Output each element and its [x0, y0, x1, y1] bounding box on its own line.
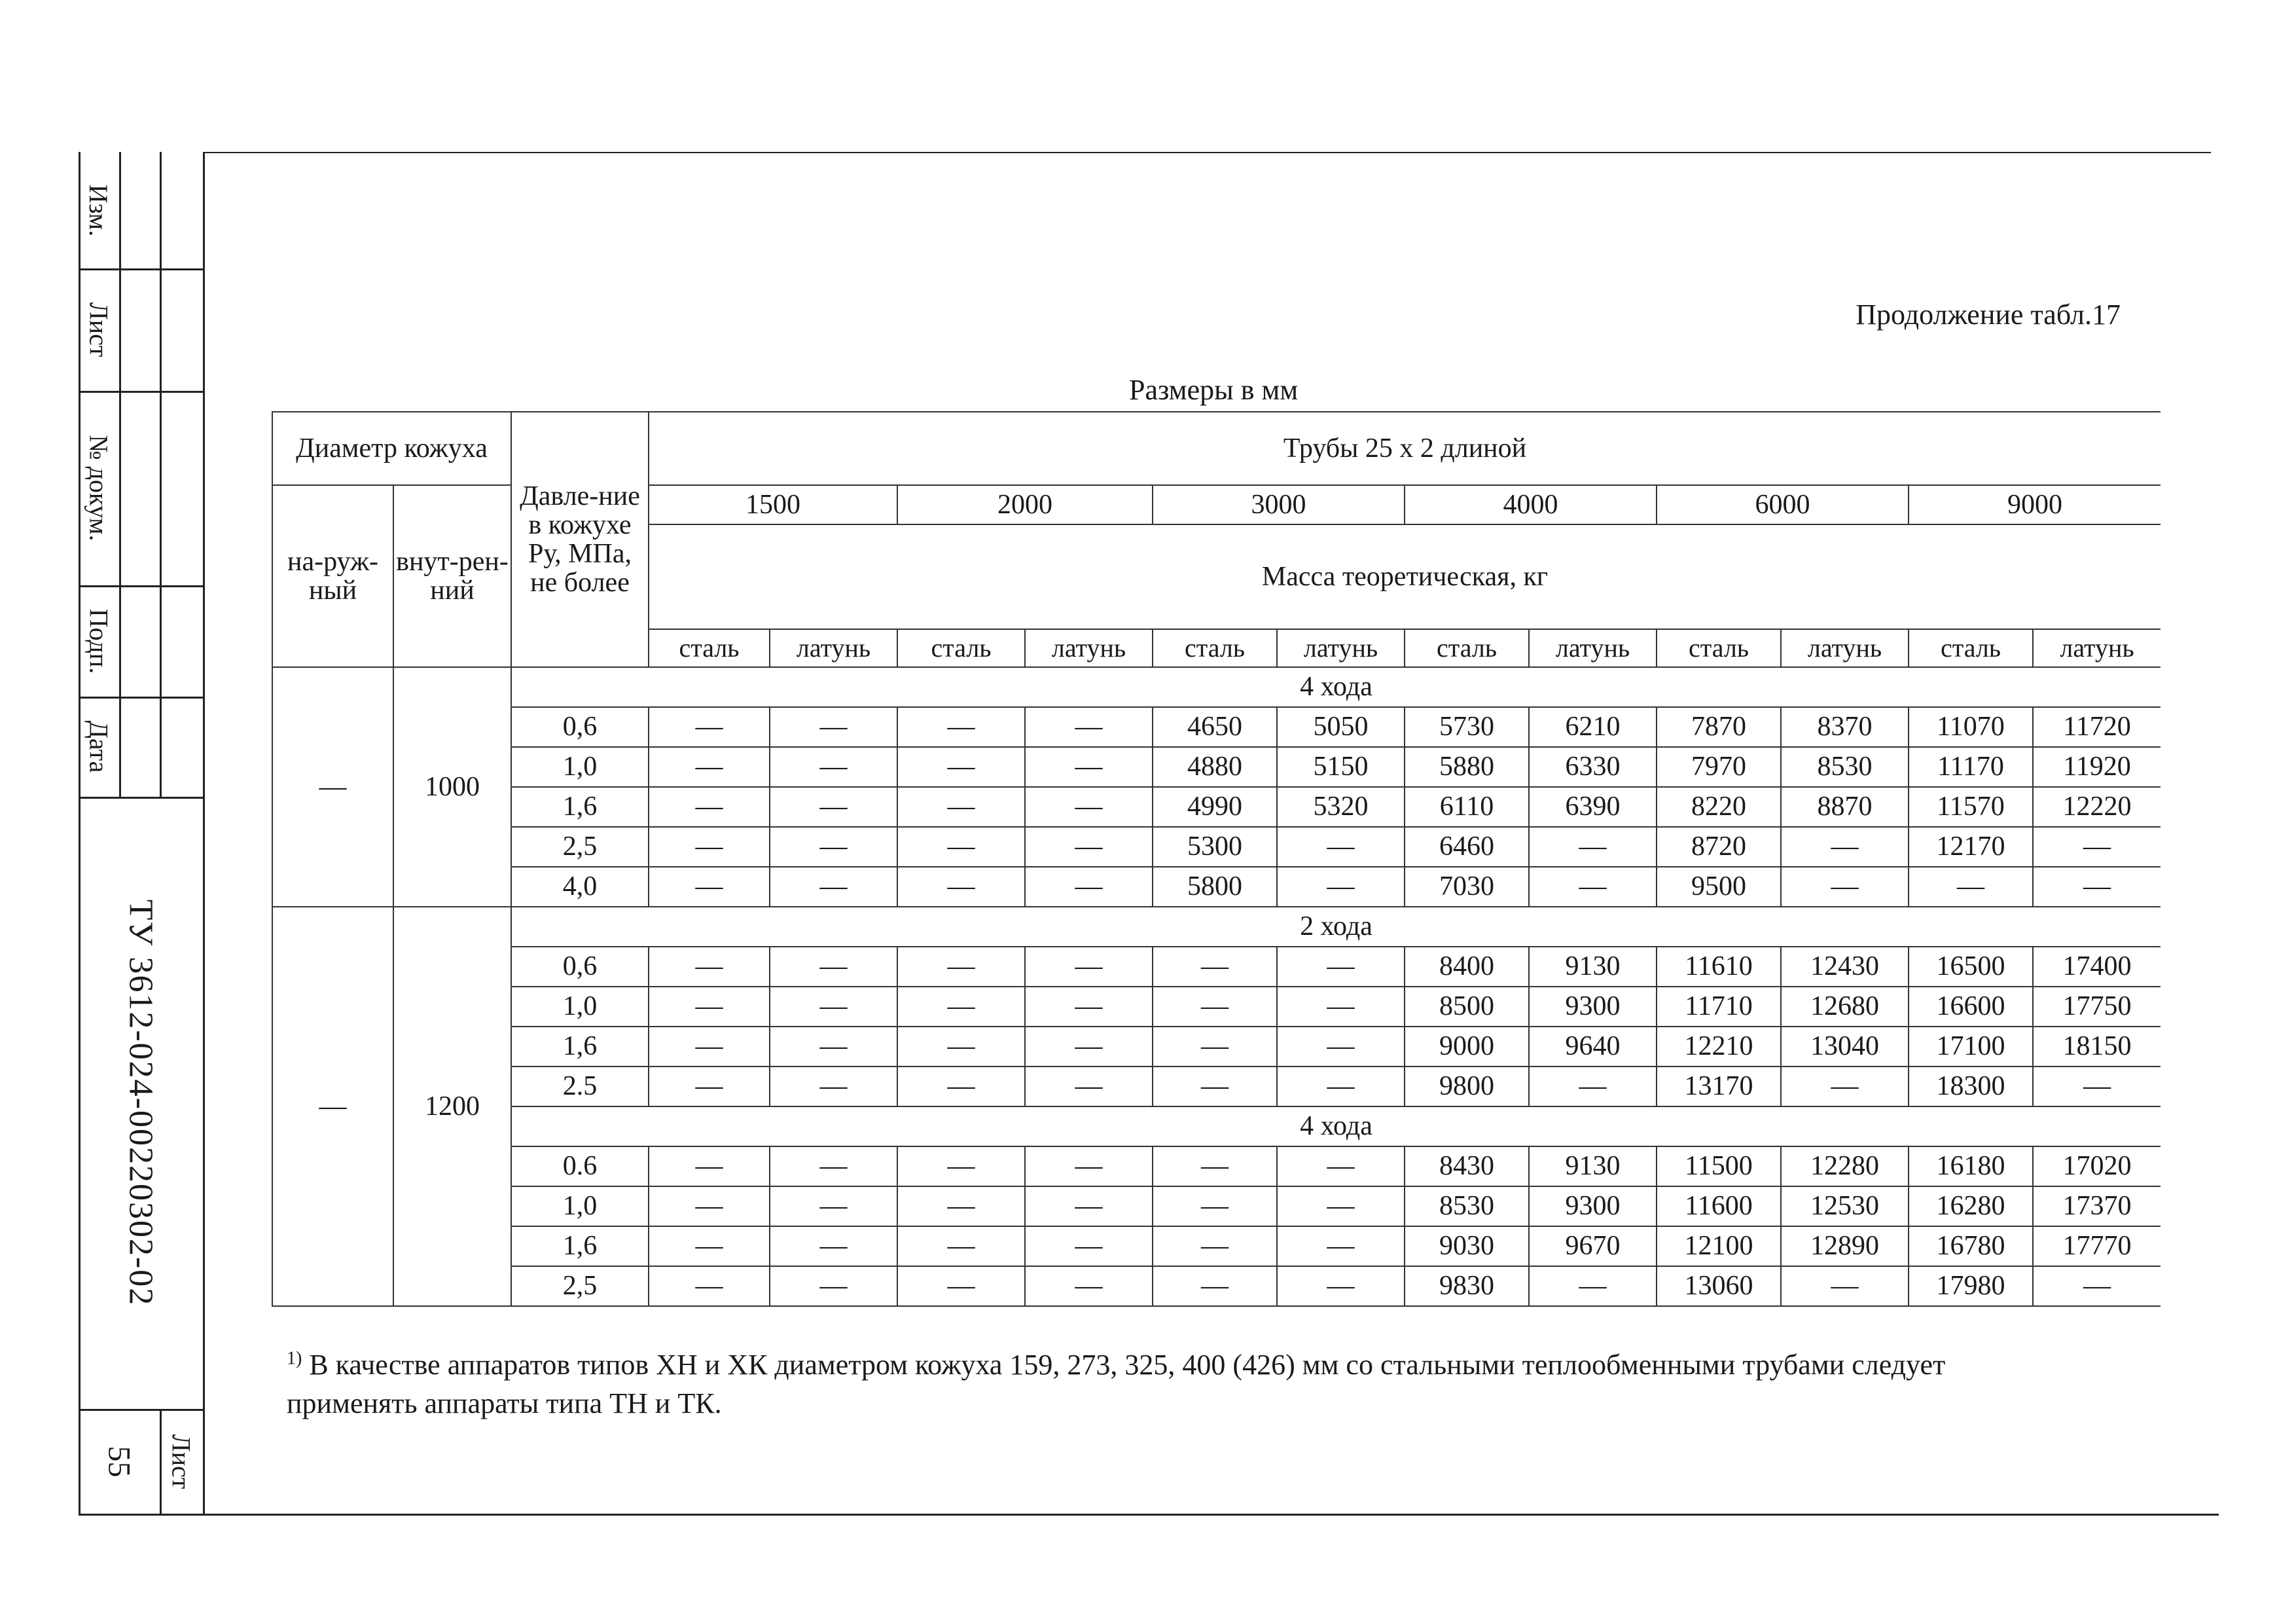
- mass-value-cell: 16500: [1909, 947, 2033, 987]
- outer-diameter-cell: —: [272, 667, 393, 907]
- mass-value-cell: —: [1529, 827, 1657, 867]
- stamp-doc-no-label: № докум.: [84, 435, 114, 541]
- mass-value-cell: 11570: [1909, 787, 2033, 827]
- table-row: [272, 947, 2161, 987]
- mass-value-cell: —: [1277, 1067, 1405, 1106]
- mass-value-cell: 12170: [1909, 827, 2033, 867]
- mass-value-cell: 6210: [1529, 707, 1657, 747]
- pressure-cell: 2,5: [511, 1266, 649, 1306]
- passes-label: 4 хода: [511, 1106, 2161, 1146]
- mass-value-cell: —: [2033, 867, 2161, 907]
- mass-value-cell: 5730: [1405, 707, 1529, 747]
- frame-left-line: [203, 152, 205, 1514]
- mass-value-cell: 9500: [1657, 867, 1781, 907]
- footnote-text: В качестве аппаратов типов ХН и ХК диаметром кожуха 159, 273, 325, 400 (426) мм со стальными теплообменными трубами следует применять аппараты типа ТН и ТК.: [287, 1349, 1946, 1420]
- sheet-number: 55: [101, 1446, 137, 1477]
- header-length-1500: 1500: [649, 485, 897, 524]
- mass-value-cell: —: [770, 1186, 897, 1226]
- mass-value-cell: 13060: [1657, 1266, 1781, 1306]
- header-inner-diameter: внут-рен-ний: [393, 485, 511, 667]
- header-material: сталь: [1657, 629, 1781, 667]
- mass-value-cell: 13040: [1781, 1027, 1909, 1067]
- table-row: [272, 867, 2161, 907]
- table-row: [272, 827, 2161, 867]
- mass-value-cell: 8870: [1781, 787, 1909, 827]
- header-material: латунь: [1529, 629, 1657, 667]
- mass-value-cell: 17980: [1909, 1266, 2033, 1306]
- mass-value-cell: —: [770, 1027, 897, 1067]
- pressure-cell: 1,6: [511, 1027, 649, 1067]
- stamp-sign-label: Подп.: [84, 608, 114, 674]
- stamp-date-label: Дата: [84, 720, 114, 773]
- mass-value-cell: —: [1277, 1186, 1405, 1226]
- mass-value-cell: —: [1025, 827, 1153, 867]
- mass-value-cell: 4990: [1153, 787, 1277, 827]
- mass-value-cell: 11920: [2033, 747, 2161, 787]
- mass-value-cell: —: [897, 787, 1025, 827]
- mass-value-cell: 17750: [2033, 987, 2161, 1027]
- mass-value-cell: —: [1153, 1226, 1277, 1266]
- document-designation: ТУ 3612-024-00220302-02: [122, 899, 160, 1307]
- mass-value-cell: —: [897, 1027, 1025, 1067]
- mass-value-cell: 7870: [1657, 707, 1781, 747]
- header-length-9000: 9000: [1909, 485, 2161, 524]
- mass-value-cell: 9030: [1405, 1226, 1529, 1266]
- frame-top-line: [203, 152, 2211, 153]
- mass-value-cell: 12530: [1781, 1186, 1909, 1226]
- header-material: латунь: [1781, 629, 1909, 667]
- stamp-doc-no: [79, 391, 119, 585]
- mass-value-cell: —: [1153, 1027, 1277, 1067]
- mass-value-cell: 12220: [2033, 787, 2161, 827]
- mass-value-cell: 12680: [1781, 987, 1909, 1027]
- mass-value-cell: 6330: [1529, 747, 1657, 787]
- mass-value-cell: 16280: [1909, 1186, 2033, 1226]
- mass-value-cell: 11500: [1657, 1146, 1781, 1186]
- mass-value-cell: 8530: [1405, 1186, 1529, 1226]
- mass-table: [272, 411, 2161, 1307]
- mass-value-cell: —: [1277, 827, 1405, 867]
- mass-value-cell: 5050: [1277, 707, 1405, 747]
- sheet-label: Лист: [166, 1434, 196, 1489]
- mass-value-cell: —: [2033, 827, 2161, 867]
- table-row: [272, 1186, 2161, 1226]
- pressure-cell: 1,0: [511, 987, 649, 1027]
- passes-label: 4 хода: [511, 667, 2161, 707]
- mass-value-cell: —: [897, 1266, 1025, 1306]
- mass-value-cell: —: [1153, 1146, 1277, 1186]
- stamp-izm: [79, 152, 119, 268]
- header-tubes: Трубы 25 х 2 длиной: [649, 412, 2161, 485]
- pressure-cell: 1,0: [511, 747, 649, 787]
- header-material: сталь: [649, 629, 770, 667]
- mass-value-cell: —: [1277, 947, 1405, 987]
- inner-diameter-cell: 1000: [393, 667, 511, 907]
- mass-value-cell: 9670: [1529, 1226, 1657, 1266]
- mass-value-cell: 7970: [1657, 747, 1781, 787]
- mass-value-cell: —: [1025, 1027, 1153, 1067]
- pressure-cell: 1,6: [511, 1226, 649, 1266]
- mass-value-cell: —: [1025, 787, 1153, 827]
- pressure-cell: 0,6: [511, 707, 649, 747]
- mass-value-cell: 17770: [2033, 1226, 2161, 1266]
- mass-value-cell: —: [649, 1067, 770, 1106]
- mass-value-cell: —: [770, 1226, 897, 1266]
- mass-value-cell: 9830: [1405, 1266, 1529, 1306]
- mass-value-cell: —: [649, 827, 770, 867]
- header-shell-diameter: Диаметр кожуха: [272, 412, 511, 485]
- mass-value-cell: 9130: [1529, 1146, 1657, 1186]
- table-row: [272, 787, 2161, 827]
- footnote: [287, 1345, 2054, 1423]
- mass-value-cell: —: [1025, 867, 1153, 907]
- mass-value-cell: —: [1529, 1266, 1657, 1306]
- mass-value-cell: 11710: [1657, 987, 1781, 1027]
- mass-value-cell: —: [1025, 1186, 1153, 1226]
- mass-value-cell: 18150: [2033, 1027, 2161, 1067]
- pressure-cell: 2.5: [511, 1067, 649, 1106]
- table-row: [272, 707, 2161, 747]
- mass-value-cell: —: [770, 947, 897, 987]
- mass-value-cell: —: [1781, 1067, 1909, 1106]
- mass-value-cell: 17400: [2033, 947, 2161, 987]
- mass-value-cell: —: [1153, 1266, 1277, 1306]
- mass-value-cell: —: [1025, 947, 1153, 987]
- mass-value-cell: —: [1277, 987, 1405, 1027]
- mass-value-cell: 8220: [1657, 787, 1781, 827]
- header-material: сталь: [897, 629, 1025, 667]
- frame-bottom-line: [79, 1514, 2219, 1516]
- mass-value-cell: 6110: [1405, 787, 1529, 827]
- mass-value-cell: 9130: [1529, 947, 1657, 987]
- mass-value-cell: 16180: [1909, 1146, 2033, 1186]
- mass-value-cell: 11720: [2033, 707, 2161, 747]
- mass-value-cell: —: [649, 947, 770, 987]
- table-row: [272, 1067, 2161, 1106]
- mass-value-cell: —: [2033, 1067, 2161, 1106]
- pressure-cell: 0.6: [511, 1146, 649, 1186]
- header-material: латунь: [770, 629, 897, 667]
- mass-value-cell: —: [1025, 1146, 1153, 1186]
- mass-value-cell: —: [897, 827, 1025, 867]
- mass-value-cell: 12890: [1781, 1226, 1909, 1266]
- mass-value-cell: 8530: [1781, 747, 1909, 787]
- mass-value-cell: —: [1025, 987, 1153, 1027]
- mass-value-cell: 6390: [1529, 787, 1657, 827]
- pressure-cell: 1,0: [511, 1186, 649, 1226]
- outer-diameter-cell: —: [272, 907, 393, 1306]
- header-material: латунь: [1025, 629, 1153, 667]
- mass-value-cell: —: [897, 1146, 1025, 1186]
- pressure-cell: 1,6: [511, 787, 649, 827]
- mass-value-cell: —: [649, 747, 770, 787]
- mass-value-cell: 12280: [1781, 1146, 1909, 1186]
- header-length-4000: 4000: [1405, 485, 1657, 524]
- mass-value-cell: —: [897, 1226, 1025, 1266]
- table-row: [272, 987, 2161, 1027]
- mass-value-cell: —: [1025, 1067, 1153, 1106]
- mass-value-cell: —: [770, 987, 897, 1027]
- mass-value-cell: —: [649, 1226, 770, 1266]
- mass-value-cell: —: [1025, 707, 1153, 747]
- mass-value-cell: —: [770, 827, 897, 867]
- inner-diameter-cell: 1200: [393, 907, 511, 1306]
- mass-value-cell: —: [649, 707, 770, 747]
- mass-value-cell: 16780: [1909, 1226, 2033, 1266]
- mass-value-cell: —: [770, 787, 897, 827]
- mass-value-cell: —: [649, 867, 770, 907]
- header-material: сталь: [1405, 629, 1529, 667]
- mass-value-cell: —: [897, 1067, 1025, 1106]
- mass-value-cell: —: [1781, 1266, 1909, 1306]
- mass-value-cell: —: [1781, 827, 1909, 867]
- mass-value-cell: 4650: [1153, 707, 1277, 747]
- mass-value-cell: 8370: [1781, 707, 1909, 747]
- mass-value-cell: 18300: [1909, 1067, 2033, 1106]
- header-length-2000: 2000: [897, 485, 1153, 524]
- mass-value-cell: 12100: [1657, 1226, 1781, 1266]
- mass-value-cell: 12210: [1657, 1027, 1781, 1067]
- mass-value-cell: —: [649, 987, 770, 1027]
- mass-value-cell: —: [897, 867, 1025, 907]
- mass-value-cell: —: [649, 787, 770, 827]
- mass-value-cell: 8500: [1405, 987, 1529, 1027]
- mass-value-cell: —: [649, 1266, 770, 1306]
- table-row: [272, 1266, 2161, 1306]
- stamp-sign: [79, 585, 119, 697]
- mass-value-cell: 8400: [1405, 947, 1529, 987]
- mass-value-cell: 9300: [1529, 987, 1657, 1027]
- mass-value-cell: —: [649, 1146, 770, 1186]
- mass-value-cell: 7030: [1405, 867, 1529, 907]
- footnote-marker: 1): [287, 1348, 302, 1369]
- mass-value-cell: —: [897, 987, 1025, 1027]
- mass-value-cell: —: [1025, 1226, 1153, 1266]
- mass-value-cell: —: [1277, 867, 1405, 907]
- mass-value-cell: —: [770, 1067, 897, 1106]
- passes-label: 2 хода: [511, 907, 2161, 947]
- mass-value-cell: 4880: [1153, 747, 1277, 787]
- mass-value-cell: 5800: [1153, 867, 1277, 907]
- mass-value-cell: —: [897, 747, 1025, 787]
- header-length-3000: 3000: [1153, 485, 1405, 524]
- table-row: [272, 1027, 2161, 1067]
- mass-value-cell: —: [1909, 867, 2033, 907]
- mass-value-cell: —: [770, 707, 897, 747]
- mass-value-cell: —: [897, 1186, 1025, 1226]
- mass-value-cell: —: [649, 1186, 770, 1226]
- mass-value-cell: —: [1277, 1146, 1405, 1186]
- stamp-date: [79, 697, 119, 797]
- stamp-strip: [79, 152, 203, 1514]
- table-continuation-caption: Продолжение табл.17: [1856, 299, 2121, 331]
- mass-value-cell: 8720: [1657, 827, 1781, 867]
- mass-value-cell: 11170: [1909, 747, 2033, 787]
- mass-value-cell: 9640: [1529, 1027, 1657, 1067]
- mass-value-cell: —: [1277, 1266, 1405, 1306]
- stamp-list-label: Лист: [84, 302, 114, 357]
- mass-value-cell: 6460: [1405, 827, 1529, 867]
- mass-value-cell: —: [649, 1027, 770, 1067]
- mass-value-cell: 8430: [1405, 1146, 1529, 1186]
- stamp-list: [79, 268, 119, 391]
- header-pressure: Давле-ние в кожухе Ру, МПа, не более: [511, 412, 649, 667]
- mass-value-cell: —: [770, 747, 897, 787]
- mass-value-cell: 16600: [1909, 987, 2033, 1027]
- mass-value-cell: 11600: [1657, 1186, 1781, 1226]
- mass-value-cell: 17100: [1909, 1027, 2033, 1067]
- mass-value-cell: —: [1153, 947, 1277, 987]
- mass-value-cell: —: [2033, 1266, 2161, 1306]
- mass-value-cell: 13170: [1657, 1067, 1781, 1106]
- mass-value-cell: —: [1529, 1067, 1657, 1106]
- mass-value-cell: —: [1277, 1027, 1405, 1067]
- mass-value-cell: 9300: [1529, 1186, 1657, 1226]
- table-row: [272, 1146, 2161, 1186]
- mass-value-cell: —: [1025, 747, 1153, 787]
- mass-value-cell: 9000: [1405, 1027, 1529, 1067]
- header-material: латунь: [1277, 629, 1405, 667]
- pressure-cell: 0,6: [511, 947, 649, 987]
- header-outer-diameter: на-руж-ный: [272, 485, 393, 667]
- header-length-6000: 6000: [1657, 485, 1909, 524]
- mass-value-cell: 11610: [1657, 947, 1781, 987]
- table-row: [272, 1226, 2161, 1266]
- dimensions-note: Размеры в мм: [1129, 374, 1299, 406]
- mass-value-cell: —: [1025, 1266, 1153, 1306]
- mass-value-cell: —: [1781, 867, 1909, 907]
- mass-value-cell: 11070: [1909, 707, 2033, 747]
- mass-value-cell: 12430: [1781, 947, 1909, 987]
- mass-value-cell: —: [1529, 867, 1657, 907]
- stamp-sheet-number: [79, 1409, 160, 1514]
- header-material: сталь: [1153, 629, 1277, 667]
- mass-value-cell: 9800: [1405, 1067, 1529, 1106]
- stamp-sheet-label: [160, 1409, 203, 1514]
- table-row: [272, 747, 2161, 787]
- mass-value-cell: 5880: [1405, 747, 1529, 787]
- pressure-cell: 4,0: [511, 867, 649, 907]
- mass-value-cell: —: [1153, 1067, 1277, 1106]
- mass-value-cell: —: [897, 947, 1025, 987]
- mass-value-cell: 5150: [1277, 747, 1405, 787]
- mass-value-cell: —: [1153, 987, 1277, 1027]
- stamp-izm-label: Изм.: [84, 184, 114, 236]
- mass-value-cell: —: [770, 867, 897, 907]
- mass-value-cell: —: [1277, 1226, 1405, 1266]
- mass-value-cell: —: [770, 1146, 897, 1186]
- header-material: сталь: [1909, 629, 2033, 667]
- header-material: латунь: [2033, 629, 2161, 667]
- mass-value-cell: —: [1153, 1186, 1277, 1226]
- stamp-divider-2: [160, 152, 162, 797]
- mass-value-cell: 17020: [2033, 1146, 2161, 1186]
- header-mass: Масса теоретическая, кг: [649, 524, 2161, 629]
- stamp-designation: [79, 797, 203, 1409]
- stamp-divider-1: [119, 152, 121, 797]
- mass-value-cell: —: [897, 707, 1025, 747]
- mass-value-cell: 17370: [2033, 1186, 2161, 1226]
- mass-value-cell: 5320: [1277, 787, 1405, 827]
- mass-value-cell: 5300: [1153, 827, 1277, 867]
- pressure-cell: 2,5: [511, 827, 649, 867]
- mass-value-cell: —: [770, 1266, 897, 1306]
